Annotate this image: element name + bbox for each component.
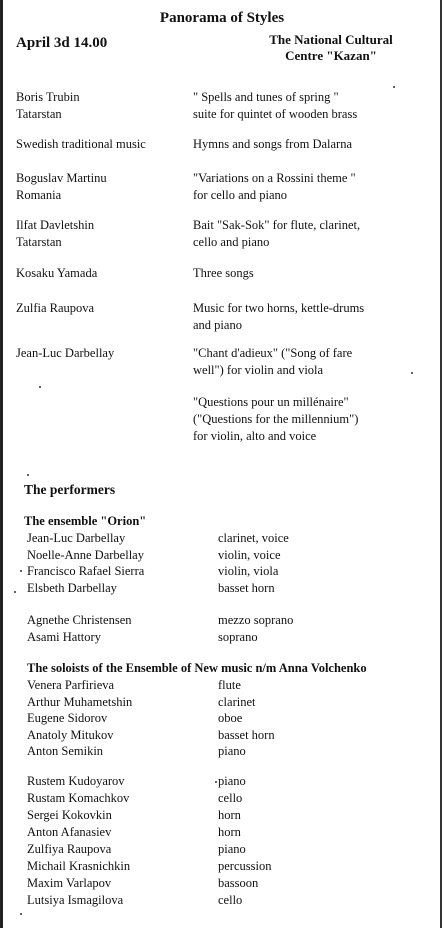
performer-row xyxy=(0,563,440,580)
program-work xyxy=(193,394,433,445)
performer-name: Maxim Varlapov xyxy=(27,876,112,890)
program-composer xyxy=(16,89,186,123)
performer-instrument: cello xyxy=(218,791,243,805)
performers-heading: The performers xyxy=(24,482,116,497)
program-composer xyxy=(16,300,186,317)
performer-name: Venera Parfirieva xyxy=(27,678,115,692)
performer-row xyxy=(0,807,440,824)
program-composer xyxy=(16,136,186,153)
performer-instrument: piano xyxy=(218,842,246,856)
performer-instrument: percussion xyxy=(218,859,272,873)
composer-line: Romania xyxy=(16,188,62,202)
performer-instrument: basset horn xyxy=(218,580,275,595)
program-composer xyxy=(16,170,186,204)
performer-row xyxy=(0,629,440,646)
program-work xyxy=(193,300,433,334)
composer-line: Boguslav Martinu xyxy=(16,171,107,185)
orion-heading: The ensemble "Orion" xyxy=(24,514,147,528)
performer-name: Arthur Muhametshin xyxy=(27,694,133,709)
performer-row xyxy=(0,824,440,841)
performer-name: Asami Hattory xyxy=(27,629,101,644)
performer-instrument: cello xyxy=(218,893,243,907)
performer-row xyxy=(0,790,440,807)
program-work xyxy=(193,265,433,282)
scan-speck xyxy=(20,570,22,572)
performer-row xyxy=(0,892,440,909)
work-line: ("Questions for the millennium") xyxy=(193,412,359,426)
work-line: "Variations on a Rossini theme " xyxy=(193,171,356,185)
performer-row xyxy=(0,858,440,875)
scan-speck xyxy=(20,913,22,915)
performer-instrument: basset horn xyxy=(218,727,275,742)
performer-instrument: clarinet, voice xyxy=(218,531,289,545)
performer-name: Lutsiya Ismagilova xyxy=(27,893,124,907)
performer-instrument: oboe xyxy=(218,711,243,725)
performer-instrument: flute xyxy=(218,678,241,692)
work-line: suite for quintet of wooden brass xyxy=(193,107,358,121)
performer-row xyxy=(0,710,440,727)
work-line: Bait "Sak-Sok" for flute, clarinet, xyxy=(193,218,361,232)
performer-instrument: piano xyxy=(218,774,246,788)
composer-line: Boris Trubin xyxy=(16,90,80,104)
performer-name: Agnethe Christensen xyxy=(27,613,132,627)
soloists-heading: The soloists of the Ensemble of New music n/m Anna Volchenko xyxy=(27,661,367,675)
performer-row xyxy=(0,773,440,790)
performer-row xyxy=(0,743,440,760)
performer-name: Eugene Sidorov xyxy=(27,711,108,725)
composer-line: Jean-Luc Darbellay xyxy=(16,346,115,360)
work-line: well") for violin and viola xyxy=(193,363,324,377)
scan-speck xyxy=(39,386,41,388)
program-composer xyxy=(16,217,186,251)
program-work xyxy=(193,217,433,251)
scan-speck xyxy=(215,781,217,783)
performer-instrument: bassoon xyxy=(218,876,259,890)
work-line: "Chant d'adieux" ("Song of fare xyxy=(193,346,353,360)
program-work xyxy=(193,345,433,379)
performer-name: Rustem Kudoyarov xyxy=(27,774,125,788)
concert-date-time: April 3d 14.00 xyxy=(16,35,108,51)
performer-row xyxy=(0,547,440,564)
performer-instrument: piano xyxy=(218,744,246,758)
performer-name: Elsbeth Darbellay xyxy=(27,580,117,595)
performer-row xyxy=(0,612,440,629)
composer-line: Swedish traditional music xyxy=(16,137,146,151)
composer-line: Tatarstan xyxy=(16,235,62,249)
performer-name: Francisco Rafael Sierra xyxy=(27,564,145,578)
performer-name: Zulfiya Raupova xyxy=(27,842,112,856)
work-line: " Spells and tunes of spring " xyxy=(193,90,339,104)
performer-instrument: clarinet xyxy=(218,694,256,709)
performer-instrument: horn xyxy=(218,825,241,839)
work-line: "Questions pour un millénaire" xyxy=(193,395,349,409)
scan-speck xyxy=(411,372,413,374)
performer-row xyxy=(0,677,440,694)
composer-line: Ilfat Davletshin xyxy=(16,218,95,232)
work-line: Music for two horns, kettle-drums xyxy=(193,301,365,315)
scan-edge-right xyxy=(440,0,442,928)
performer-row xyxy=(0,580,440,597)
performer-name: Michail Krasnichkin xyxy=(27,859,131,873)
performer-instrument: soprano xyxy=(218,629,258,644)
composer-line: Zulfia Raupova xyxy=(16,301,95,315)
performer-row xyxy=(0,841,440,858)
work-line: and piano xyxy=(193,318,242,332)
composer-line: Tatarstan xyxy=(16,107,62,121)
performer-name: Anatoly Mitukov xyxy=(27,727,114,742)
venue xyxy=(246,32,416,64)
performer-instrument: violin, voice xyxy=(218,547,281,562)
performer-name: Anton Afanasiev xyxy=(27,825,112,839)
program-composer xyxy=(16,345,186,362)
work-line: Three songs xyxy=(193,266,254,280)
work-line: cello and piano xyxy=(193,235,270,249)
performer-row xyxy=(0,530,440,547)
program-work xyxy=(193,89,433,123)
performer-name: Anton Semikin xyxy=(27,744,104,758)
work-line: for cello and piano xyxy=(193,188,288,202)
performer-name: Sergei Kokovkin xyxy=(27,808,112,822)
performer-name: Rustam Komachkov xyxy=(27,791,130,805)
work-line: Hymns and songs from Dalarna xyxy=(193,137,352,151)
performer-name: Noelle-Anne Darbellay xyxy=(27,547,144,562)
scan-speck xyxy=(393,86,395,88)
performer-row xyxy=(0,727,440,744)
performer-row xyxy=(0,694,440,711)
program-work xyxy=(193,170,433,204)
program-composer xyxy=(16,265,186,282)
performer-row xyxy=(0,875,440,892)
program-work xyxy=(193,136,433,153)
scan-speck xyxy=(14,591,16,593)
performer-instrument: violin, viola xyxy=(218,564,279,578)
composer-line: Kosaku Yamada xyxy=(16,266,98,280)
performer-instrument: mezzo soprano xyxy=(218,613,294,627)
page-title: Panorama of Styles xyxy=(159,10,285,26)
work-line: for violin, alto and voice xyxy=(193,429,317,443)
performer-name: Jean-Luc Darbellay xyxy=(27,531,126,545)
scan-speck xyxy=(27,474,29,476)
performer-instrument: horn xyxy=(218,808,241,822)
venue-line-2: Centre "Kazan" xyxy=(285,48,377,63)
venue-line-1: The National Cultural xyxy=(269,32,393,47)
